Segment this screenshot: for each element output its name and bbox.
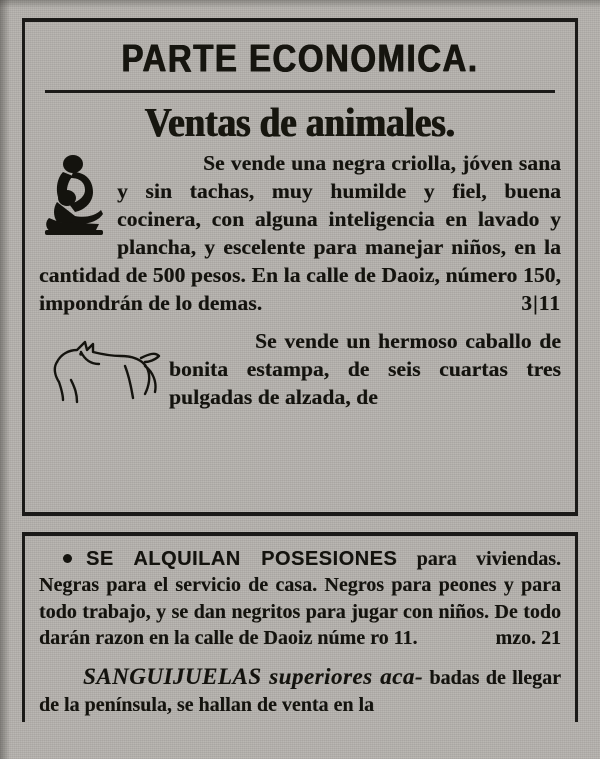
- ad-horse-sale-text: Se vende un hermoso caballo de bonita estampa, de seis cuartas tres pulgadas de alzada, de: [169, 328, 561, 409]
- ad-leeches-text: badas de llegar de la península, se hallan de venta en la: [39, 666, 561, 716]
- ad-rentals-date: mzo. 21: [495, 627, 561, 650]
- horizontal-rule: [45, 90, 555, 93]
- bullet-icon: [63, 554, 72, 563]
- page-edge-shadow-left: [0, 0, 10, 759]
- page-edge-shadow-top: [0, 0, 600, 8]
- ad-rentals: [39, 546, 561, 652]
- subsection-title: Ventas de animales.: [144, 100, 456, 147]
- newspaper-column: [22, 18, 578, 741]
- section-block-ventas-de-animales: [22, 18, 578, 516]
- horse-woodcut-icon: [41, 332, 161, 408]
- section-block-alquileres: [22, 532, 578, 722]
- ad-slave-sale: [39, 150, 561, 318]
- ad-leeches-headline: SANGUIJUELAS superiores aca-: [83, 663, 424, 689]
- ad-leeches: [39, 662, 561, 719]
- ad-slave-sale-reference: 3|11: [521, 290, 561, 315]
- ad-horse-sale: [39, 328, 561, 412]
- section-title: PARTE ECONOMICA.: [121, 36, 479, 80]
- ad-rentals-text: para viviendas. Negras para el servicio de casa. Negros para peones y para todo trabajo, y se dan negritos para jugar con niños. De todo darán razon en la calle de Daoiz núme ro 11.: [39, 548, 561, 650]
- kneeling-figure-woodcut-icon: [39, 152, 113, 238]
- ad-slave-sale-text: Se vende una negra criolla, jóven sana y sin tachas, muy humilde y fiel, buena cocinera, con alguna inteligencia en lavado y plancha, y escelente para manejar niños, en la cantidad de 500 pesos. En la calle de Daoiz, número 150, impondrán de lo demas.: [39, 151, 561, 315]
- ad-rentals-headline: SE ALQUILAN POSESIONES: [86, 548, 398, 570]
